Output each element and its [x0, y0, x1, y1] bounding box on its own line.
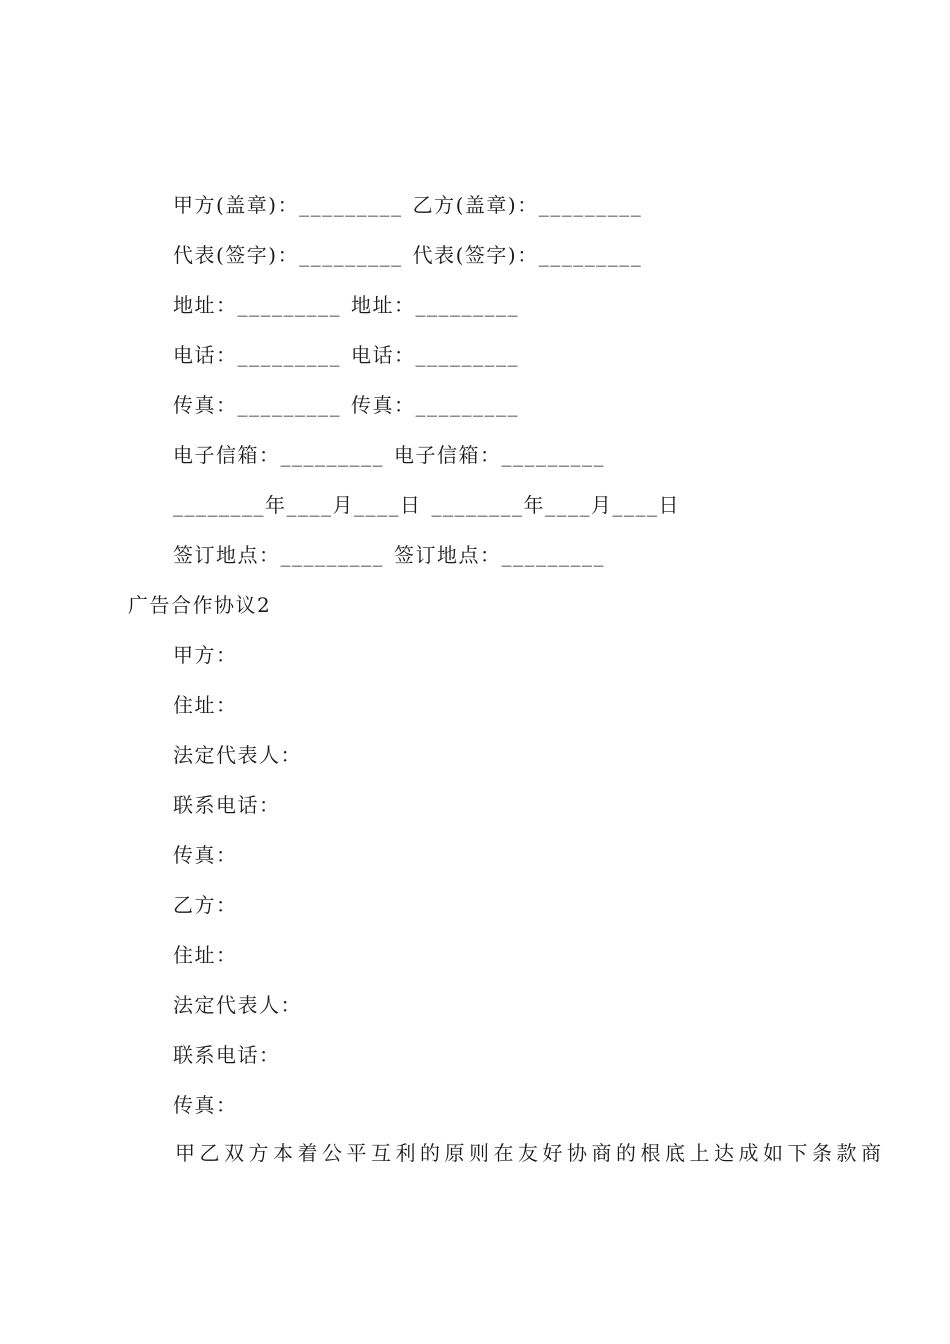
party-b-legal-representative: 法定代表人：	[173, 993, 302, 1017]
signature-row-address	[173, 290, 519, 320]
signature-row-date	[173, 490, 680, 520]
party-b-contact-phone: 联系电话：	[173, 1043, 281, 1067]
party-a-address: 住址：	[173, 693, 238, 717]
party-a-fax-field: 传真：_________	[173, 393, 341, 417]
party-a-address-field: 地址：_________	[173, 293, 341, 317]
party-b-email-field: 电子信箱：_________	[394, 443, 605, 467]
signature-row-phone	[173, 340, 519, 370]
signature-row-place	[173, 540, 605, 570]
intro-paragraph: 甲乙双方本着公平互利的原则在友好协商的根底上达成如下条款商	[175, 1141, 886, 1165]
party-b-address: 住址：	[173, 943, 238, 967]
party-b-fax: 传真：	[173, 1093, 238, 1117]
party-b-representative-field: 代表(签字)：_________	[412, 243, 643, 267]
party-a-representative-field: 代表(签字)：_________	[173, 243, 403, 267]
party-a-date-field: ________年____月____日	[173, 493, 422, 517]
signature-row-fax	[173, 390, 519, 420]
agreement-title: 广告合作协议2	[128, 593, 272, 617]
party-a-contact-phone: 联系电话：	[173, 793, 281, 817]
signature-row-email	[173, 440, 605, 470]
signature-row-seal	[173, 190, 642, 220]
party-a-email-field: 电子信箱：_________	[173, 443, 384, 467]
party-b-fax-field: 传真：_________	[351, 393, 519, 417]
party-a-place-field: 签订地点：_________	[173, 543, 384, 567]
party-b-seal-field: 乙方(盖章)：_________	[412, 193, 643, 217]
party-b-date-field: ________年____月____日	[431, 493, 680, 517]
party-a-fax: 传真：	[173, 843, 238, 867]
party-b-phone-field: 电话：_________	[351, 343, 519, 367]
signature-row-representative	[173, 240, 642, 270]
party-a-seal-field: 甲方(盖章)：_________	[173, 193, 403, 217]
party-a-phone-field: 电话：_________	[173, 343, 341, 367]
party-b-label: 乙方：	[173, 893, 238, 917]
party-b-address-field: 地址：_________	[351, 293, 519, 317]
party-a-legal-representative: 法定代表人：	[173, 743, 302, 767]
party-b-place-field: 签订地点：_________	[394, 543, 605, 567]
party-a-label: 甲方：	[173, 643, 238, 667]
